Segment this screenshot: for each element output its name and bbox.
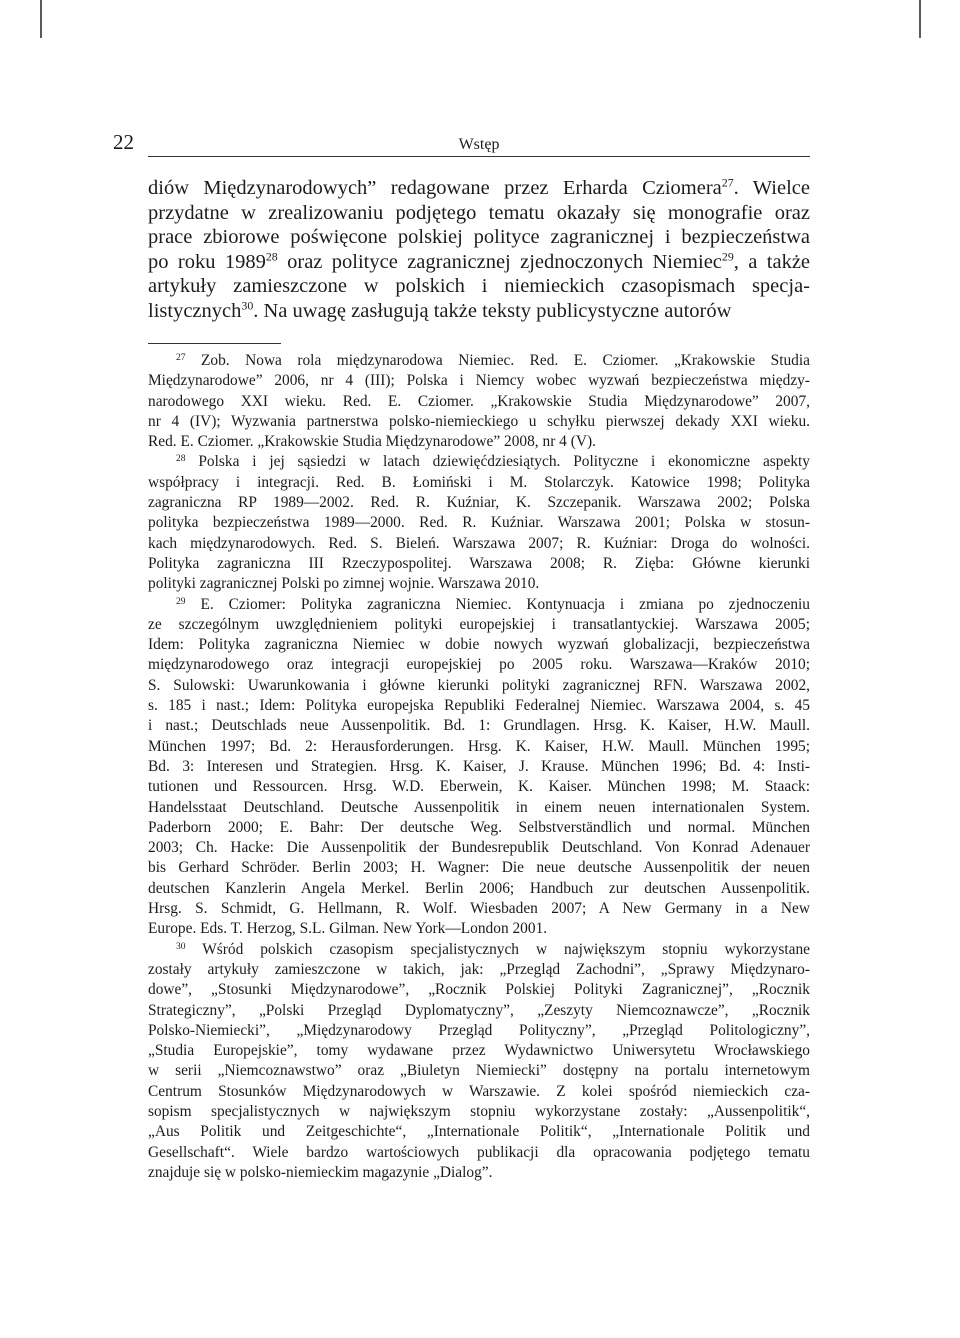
footnote-29 bbox=[148, 595, 810, 940]
footnote-line: współpracy i integracji. Red. B. Łomiński i M. Stolarczyk. Katowice 1998; Polityka bbox=[148, 473, 810, 491]
crop-mark-left bbox=[40, 0, 42, 38]
footnote-line: Paderborn 2000; E. Bahr: Der deutsche Weg. Selbstverständlich und normal. München bbox=[148, 818, 810, 836]
header-rule bbox=[148, 156, 810, 157]
footnote-ref: 30 bbox=[241, 298, 254, 313]
footnote-line: zagraniczna RP 1989—2002. Red. R. Kuźniar, K. Szczepanik. Warszawa 2002; Polska bbox=[148, 494, 810, 512]
footnote-line: Międzynarodowe” 2006, nr 4 (III); Polska i Niemcy wobec wyzwań bezpieczeństwa między- bbox=[148, 372, 810, 390]
footnotes bbox=[148, 351, 810, 1183]
footnote-line: Gesellschaft“. Wiele bardzo wartościowych publikacji dla opracowania podjętego tematu bbox=[148, 1143, 810, 1161]
footnote-line: Bd. 3: Interesen und Strategien. Hrsg. K. Kaiser, J. Krause. München 1996; Bd. 4: Insti- bbox=[148, 757, 810, 775]
body-paragraph bbox=[148, 176, 810, 323]
footnote-line: $^{30}$ Wśród polskich czasopism specjalistycznych w największym stopniu wykorzystane bbox=[176, 940, 810, 958]
footnote-line: Centrum Stosunków Międzynarodowych w Warszawie. Z kolei spośród niemieckich cza- bbox=[148, 1082, 810, 1100]
footnote-separator bbox=[148, 343, 281, 344]
footnote-ref: 29 bbox=[721, 249, 734, 264]
footnote-line: w serii „Niemcoznawstwo” oraz „Biuletyn Niemiecki” dostępny na portalu internetowym bbox=[148, 1062, 810, 1080]
body-line: artykuły zamieszczone w polskich i niemieckich czasopismach specja- bbox=[148, 275, 810, 297]
footnote-line: i nast.; Deutschlads neue Aussenpolitik. Bd. 1: Grundlagen. Hrsg. K. Kaiser, H.W. Maull. bbox=[148, 717, 810, 735]
footnote-line: 2003; Ch. Hacke: Die Aussenpolitik der Bundesrepublik Deutschland. Von Konrad Adenauer bbox=[148, 839, 810, 857]
footnote-line: $^{29}$ E. Cziomer: Polityka zagraniczna Niemiec. Kontynuacja i zmiana po zjednoczeniu bbox=[176, 595, 810, 613]
footnote-30 bbox=[148, 940, 810, 1184]
footnote-line: sopism specjalistycznych w największym stopniu wykorzystane zostały: „Aussenpolitik“, bbox=[148, 1102, 810, 1120]
footnote-line: znajduje się w polsko-niemieckim magazynie „Dialog”. bbox=[148, 1163, 493, 1181]
footnote-line: międzynarodowego oraz integracji europejskiej po 2005 roku. Warszawa—Kraków 2010; bbox=[148, 656, 810, 674]
footnote-line: dowe”, „Stosunki Międzynarodowe”, „Rocznik Polskiej Polityki Zagranicznej”, „Rocznik bbox=[148, 981, 810, 999]
footnote-line: Polityka zagraniczna III Rzeczypospolitej. Warszawa 2008; R. Zięba: Główne kierunki bbox=[148, 554, 810, 572]
footnote-line: ze szczególnym uwzględnieniem polityki europejskiej i transatlantyckiej. Warszawa 2005; bbox=[148, 615, 810, 633]
footnote-ref: 28 bbox=[265, 249, 278, 264]
body-line: po roku 1989$^{28}$ oraz polityce zagranicznej zjednoczonych Niemiec$^{29}$, a także bbox=[148, 249, 811, 273]
footnote-line: Strategiczny”, „Polski Przegląd Dyplomatyczny”, „Zeszyty Niemcoznawcze”, „Rocznik bbox=[148, 1001, 810, 1019]
footnote-number: 28 bbox=[176, 453, 186, 465]
footnote-ref: 27 bbox=[721, 175, 734, 190]
page-number: 22 bbox=[113, 130, 134, 154]
footnote-line: deutschen Kanzlerin Angela Merkel. Berlin 2006; Handbuch zur deutschen Aussenpolitik. bbox=[148, 879, 810, 897]
running-head: Wstęp bbox=[458, 136, 500, 153]
footnote-number: 30 bbox=[176, 940, 186, 952]
footnote-number: 29 bbox=[176, 595, 186, 607]
footnote-line: S. Sulowski: Uwarunkowania i główne kierunki polityki zagranicznej RFN. Warszawa 2002, bbox=[148, 676, 810, 694]
body-line: listycznych$^{30}$. Na uwagę zasługują także teksty publicystyczne autorów bbox=[148, 298, 732, 322]
footnote-line: Handelsstaat Deutschland. Deutsche Aussenpolitik in einem neuen internationalen System. bbox=[148, 798, 810, 816]
footnote-line: Europe. Eds. T. Herzog, S.L. Gilman. New York—London 2001. bbox=[148, 920, 548, 938]
footnote-line: zostały artykuły zamieszczone w takich, jak: „Przegląd Zachodni”, „Sprawy Międzynaro- bbox=[148, 960, 810, 978]
footnote-line: bis Gerhard Schröder. Berlin 2003; H. Wagner: Die neue deutsche Aussenpolitik der neuen bbox=[148, 859, 810, 877]
footnote-line: Hrsg. S. Schmidt, G. Hellmann, R. Wolf. Wiesbaden 2007; A New Germany in a New bbox=[148, 900, 810, 918]
footnote-line: $^{28}$ Polska i jej sąsiedzi w latach dziewięćdziesiątych. Polityczne i ekonomiczne aspekty bbox=[176, 453, 810, 471]
footnote-line: „Aus Politik und Zeitgeschichte“, „Internationale Politik“, „Internationale Politik und bbox=[148, 1123, 810, 1141]
footnote-line: tutionen und Ressourcen. Hrsg. W.D. Eberwein, K. Kaiser. München 1998; M. Staack: bbox=[148, 778, 810, 796]
footnote-line: narodowego XXI wieku. Red. E. Cziomer. „Krakowskie Studia Międzynarodowe” 2007, bbox=[148, 392, 810, 410]
footnote-line: Red. E. Cziomer. „Krakowskie Studia Międzynarodowe” 2008, nr 4 (V). bbox=[148, 433, 596, 451]
footnote-line: „Studia Europejskie”, tomy wydawane przez Wydawnictwo Uniwersytetu Wrocławskiego bbox=[148, 1042, 810, 1060]
footnote-line: polityki zagranicznej Polski po zimnej wojnie. Warszawa 2010. bbox=[148, 575, 540, 593]
body-line: diów Międzynarodowych” redagowane przez Erharda Cziomera$^{27}$. Wielce bbox=[148, 175, 810, 199]
footnote-line: kach międzynarodowych. Red. S. Bieleń. Warszawa 2007; R. Kuźniar: Droga do wolności. bbox=[148, 534, 810, 552]
footnote-27 bbox=[148, 351, 810, 452]
footnote-line: Polsko-Niemiecki”, „Międzynarodowy Przegląd Polityczny”, „Przegląd Politologiczny”, bbox=[148, 1021, 810, 1039]
footnote-line: Idem: Polityka zagraniczna Niemiec w dobie nowych wyzwań globalizacji, bezpieczeństwa bbox=[148, 636, 810, 654]
footnote-28 bbox=[148, 452, 810, 594]
body-line: prace zbiorowe poświęcone polskiej polityce zagranicznej i bezpieczeństwa bbox=[148, 226, 810, 248]
footnote-number: 27 bbox=[176, 351, 186, 363]
body-line: przydatne w zrealizowaniu podjętego tematu okazały się monografie oraz bbox=[148, 201, 810, 224]
footnote-line: polityka bezpieczeństwa 1989—2000. Red. R. Kuźniar. Warszawa 2001; Polska w stosun- bbox=[148, 514, 810, 532]
crop-mark-right bbox=[919, 0, 921, 38]
footnote-line: s. 185 i nast.; Idem: Polityka europejska Republiki Federalnej Niemiec. Warszawa 2004, s. 45 bbox=[148, 697, 810, 715]
footnote-line: München 1997; Bd. 2: Herausforderungen. Hrsg. K. Kaiser, H.W. Maull. München 1995; bbox=[148, 737, 810, 755]
footnote-line: $^{27}$ Zob. Nowa rola międzynarodowa Niemiec. Red. E. Cziomer. „Krakowskie Studia bbox=[176, 351, 810, 369]
footnote-line: nr 4 (IV); Wyzwania partnerstwa polsko-niemieckiego u schyłku pierwszej dekady XXI wieku. bbox=[148, 412, 810, 430]
